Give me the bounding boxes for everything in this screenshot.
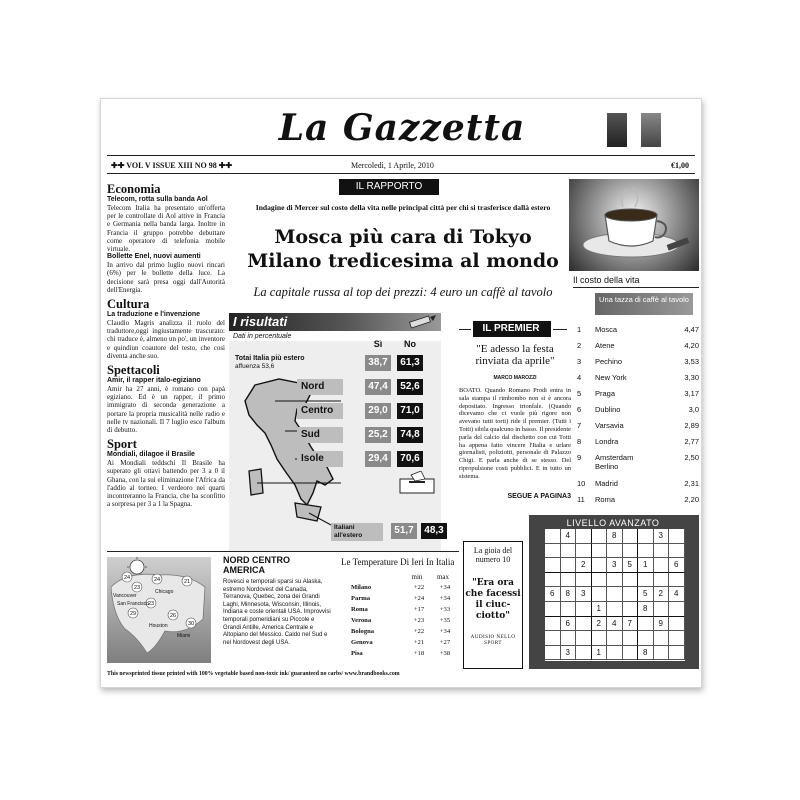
article-subhead: Bollette Enel, nuovi aumenti (107, 253, 201, 261)
photo-caption: Il costo della vita (573, 275, 640, 285)
map-city-label: Chicago (155, 589, 174, 595)
temp-min: +21 (413, 639, 425, 646)
ranking-row (577, 389, 701, 403)
sudoku-cell (576, 617, 592, 632)
sudoku-cell (545, 558, 561, 573)
headline-line-2: Milano tredicesima al mondo (247, 250, 559, 272)
tab-block-dark (607, 113, 627, 147)
ranking-row (577, 453, 701, 473)
temperatures-title: Le Temperature Di Ieri In Italia (341, 557, 455, 567)
ranking-row (577, 325, 701, 339)
temp-max: +27 (439, 639, 451, 646)
sudoku-title: LIVELLO AVANZATO (566, 518, 660, 528)
temp-row (351, 627, 461, 637)
region-no-value: 52,6 (397, 379, 423, 395)
temp-min: +24 (413, 595, 425, 602)
sudoku-cell (561, 631, 577, 646)
issue-date: Mercoledì, 1 Aprile, 2010 (351, 161, 434, 170)
temp-min: +17 (413, 606, 425, 613)
sudoku-cell (669, 602, 685, 617)
sudoku-cell (638, 544, 654, 559)
headline-kicker: Indagine di Mercer sul costo della vita nelle principal città per chi si trasferisce dallà estero (255, 203, 551, 212)
rank-city: Atene (595, 341, 615, 350)
ranking-row (577, 341, 701, 355)
rank-city: Londra (595, 437, 619, 446)
ranking-row (577, 373, 701, 387)
map-temp: 23 (147, 601, 155, 607)
region-label-centro: Centro (297, 403, 343, 419)
sudoku-cell (654, 544, 670, 559)
ranking-row (577, 495, 701, 509)
total-label-main: Totai Italia più estero (235, 355, 305, 362)
sudoku-cell (623, 573, 639, 588)
temp-city: Verona (351, 617, 372, 624)
sudoku-cell: 8 (638, 646, 654, 661)
sudoku-cell: 3 (576, 587, 592, 602)
map-temp: 29 (129, 611, 137, 617)
sudoku-cell (576, 529, 592, 544)
rank-city: Pechino (595, 357, 623, 366)
temp-row (351, 583, 461, 593)
sudoku-cell (623, 544, 639, 559)
ballot-box-icon (397, 471, 437, 495)
rank-number: 8 (577, 437, 582, 446)
sudoku-cell (638, 631, 654, 646)
sudoku-cell (623, 587, 639, 602)
article-subhead: Mondiali, dilagoe il Brasile (107, 451, 195, 459)
temp-row (351, 594, 461, 604)
sudoku-cell: 9 (654, 617, 670, 632)
sudoku-cell (607, 646, 623, 661)
temp-min: +18 (413, 650, 425, 657)
premier-segue: SEGUE A PAGINA3 (507, 493, 571, 500)
article-body: In arrivo dal primo luglio nuovi rincari (6%) per le bollette della luce. La decisione sarà presa oggi dall'Autorità dell'Energia. (107, 261, 225, 294)
sudoku-cell (623, 646, 639, 661)
map-city-label: Miami (177, 633, 191, 639)
section-heading: Spettacoli (107, 363, 160, 378)
dateline (107, 159, 695, 173)
rank-price: 2,77 (684, 437, 699, 446)
nord-centro-heading: NORD CENTRO AMERICA (223, 555, 290, 575)
sudoku-cell: 3 (654, 529, 670, 544)
rank-number: 3 (577, 357, 582, 366)
article-subhead: Telecom, rotta sulla banda Aol (107, 196, 208, 203)
gioia-author: AUDISIO NELLO SPORT (470, 634, 516, 646)
sudoku-cell (576, 646, 592, 661)
region-label-sud: Sud (297, 427, 343, 443)
masthead-rule-bottom (107, 173, 695, 174)
sudoku-cell (607, 544, 623, 559)
temp-city: Milano (351, 584, 372, 591)
rank-price: 4,47 (684, 325, 699, 334)
weather-map (107, 557, 211, 663)
masthead-rule-top (107, 155, 695, 156)
section-heading: Sport (107, 437, 137, 452)
article-subhead: La traduzione e l'invenzione (107, 311, 201, 319)
sudoku-cell: 1 (638, 558, 654, 573)
volume-info: ✚✚ VOL V ISSUE XIII NO 98 ✚✚ (111, 161, 233, 170)
sudoku-cell (592, 558, 608, 573)
sudoku-cell (592, 573, 608, 588)
temp-row (351, 649, 461, 659)
rank-price: 4,20 (684, 341, 699, 350)
article-body: Ai Mondiali teddschi Il Brasile ha superato gli ottavi battendo per 3 a 0 il Ghana, con la sui eliminazione l'Africa da l'addio al torneo. I verdeoro nei quarti incontreranno la Francia, che ha sconfitto a sorpresa per 3 a 1 la Spagna. (107, 459, 225, 509)
rank-city: Praga (595, 389, 616, 398)
sudoku-cell (654, 558, 670, 573)
region-label-isole: Isole (297, 451, 343, 467)
weather-map-icon (107, 557, 211, 663)
sudoku-cell (669, 631, 685, 646)
sudoku-cell: 2 (654, 587, 670, 602)
rank-city: Mosca (595, 325, 618, 334)
sudoku-cell (638, 529, 654, 544)
sudoku-cell (561, 573, 577, 588)
sudoku-cell: 8 (561, 587, 577, 602)
ranking-row (577, 479, 701, 493)
gioia-box (463, 541, 523, 669)
column-head-si: Sì (373, 339, 383, 349)
temp-city: Genova (351, 639, 373, 646)
map-city-label: San Francisco (117, 601, 149, 607)
sudoku-cell (623, 529, 639, 544)
sudoku-cell (669, 573, 685, 588)
rank-number: 1 (577, 325, 582, 334)
map-temp: 21 (183, 579, 191, 585)
rank-number: 10 (577, 479, 586, 488)
sudoku-cell (561, 558, 577, 573)
sudoku-cell: 7 (623, 617, 639, 632)
sudoku-cell: 2 (592, 617, 608, 632)
section-heading: Cultura (107, 297, 150, 312)
region-si-value: 25,2 (365, 427, 391, 443)
sudoku-cell (592, 631, 608, 646)
sudoku-cell: 6 (545, 587, 561, 602)
coffee-cup-icon (569, 179, 699, 271)
sudoku-cell (654, 646, 670, 661)
sudoku-cell (576, 544, 592, 559)
estero-no-value: 48,3 (421, 523, 447, 539)
rank-city: Dublino (595, 405, 621, 414)
region-si-value: 29,4 (365, 451, 391, 467)
total-label (235, 355, 305, 371)
sudoku-cell: 8 (638, 602, 654, 617)
temp-min: +22 (413, 584, 425, 591)
sudoku-cell: 5 (623, 558, 639, 573)
region-no-value: 70,6 (397, 451, 423, 467)
rank-number: 7 (577, 421, 582, 430)
masthead-title: La Gazzetta (278, 107, 526, 149)
article-body: Amir ha 27 anni, è romano con papà egiziano. Ed è un rapper, il primo immigrato di seconda generazione a portare la propria musicalità nelle radio e nelle tv nazionali. Il 7 luglio esce l'album di debutto. (107, 385, 225, 435)
sudoku-cell (607, 573, 623, 588)
rank-city: Amsterdam Berlino (595, 453, 634, 471)
sudoku-cell (623, 631, 639, 646)
tab-block-grey (641, 113, 661, 147)
rank-city: Varsavia (595, 421, 624, 430)
risultati-subtitle: Dati in percentuale (233, 333, 292, 340)
footer-note: This newsprinted tissue printed with 100% vegetable based non-toxic ink/ guaranteed no carbs/ www.brandbooks.com (107, 671, 400, 677)
ranking-row (577, 405, 701, 419)
premier-quote: "E adesso la festa rinviata da aprile" (475, 343, 555, 367)
left-column (107, 179, 225, 508)
issue-price: €1,00 (671, 161, 689, 170)
sudoku-cell: 6 (561, 617, 577, 632)
risultati-title: I risultati (233, 314, 288, 329)
gioia-title: La gioia del numero 10 (473, 546, 513, 564)
article-body: Claudio Magris analizza il ruolo del traduttore,oggi ingiustamente trascurato: chi traduce è, almeno un po', un inventore e quindiun coautore del testo, che così diventa anche suo. (107, 319, 225, 360)
sudoku-cell (545, 631, 561, 646)
sudoku-cell (654, 573, 670, 588)
rank-number: 2 (577, 341, 582, 350)
temp-max: +35 (439, 617, 451, 624)
estero-label: Italiani all'estero (331, 523, 383, 541)
sudoku-cell (669, 544, 685, 559)
sudoku-cell: 1 (592, 602, 608, 617)
column-head-no: No (404, 339, 416, 349)
newspaper-sheet (100, 98, 702, 688)
sudoku-cell (576, 573, 592, 588)
rank-price: 3,30 (684, 373, 699, 382)
sudoku-cell: 6 (669, 558, 685, 573)
rank-price: 2,20 (684, 495, 699, 504)
rank-price: 3,53 (684, 357, 699, 366)
article-subhead: Amir, il rapper italo-egiziano (107, 377, 201, 385)
map-temp: 24 (153, 577, 161, 583)
masthead-tabs (607, 113, 661, 147)
map-city-label: Houston (149, 623, 168, 629)
sudoku-cell (592, 529, 608, 544)
temp-min: +22 (413, 628, 425, 635)
sudoku-cell: 5 (638, 587, 654, 602)
temp-city: Bologna (351, 628, 375, 635)
sudoku-cell (638, 573, 654, 588)
sudoku-cell (545, 529, 561, 544)
rank-number: 9 (577, 453, 582, 462)
headline-line-1: Mosca più cara di Tokyo (274, 226, 532, 248)
ranking-row (577, 357, 701, 371)
sudoku-cell (607, 587, 623, 602)
estero-si-value: 51,7 (391, 523, 417, 539)
sudoku-cell (607, 631, 623, 646)
rank-price: 3,17 (684, 389, 699, 398)
sudoku-cell (669, 529, 685, 544)
pencil-icon (407, 315, 437, 329)
sudoku-cell (654, 602, 670, 617)
sudoku-cell (545, 544, 561, 559)
section-label-rapporto: IL RAPPORTO (339, 179, 439, 195)
region-label-nord: Nord (297, 379, 343, 395)
temp-row (351, 616, 461, 626)
rank-city: Madrid (595, 479, 618, 488)
sudoku-cell (638, 617, 654, 632)
temp-city: Pisa (351, 650, 363, 657)
temp-min-head: min (411, 573, 423, 581)
section-economia (107, 182, 225, 294)
rank-city: New York (595, 373, 627, 382)
temp-row (351, 638, 461, 648)
coffee-cup-photo (569, 179, 699, 271)
sudoku-cell (545, 602, 561, 617)
region-si-value: 47,4 (365, 379, 391, 395)
map-city-label: Vancouver (113, 593, 137, 599)
sudoku-cell (669, 646, 685, 661)
nord-centro-body: Rovesci e temporali sparsi su Alaska, estremo Nordovest del Canada, Terranova, Quebec, zona dei Grandi Laghi, Minnesota, Wisconsin, Illinois, Indiana e coste orientali USA. Improvvisi temporali pomeridiani su Piccole e Grandi Antille, America Centrale e Altopiano del Messico. Caldo nel Sud e nel Nordovest degli USA. (223, 579, 331, 646)
temp-city: Parma (351, 595, 371, 602)
sudoku-cell: 4 (607, 617, 623, 632)
sudoku-cell (545, 617, 561, 632)
rank-price: 2,50 (684, 453, 699, 462)
map-temp: 23 (133, 585, 141, 591)
rank-price: 2,89 (684, 421, 699, 430)
ranking-row (577, 421, 701, 435)
sudoku-cell (561, 602, 577, 617)
sudoku-cell (545, 646, 561, 661)
temp-city: Roma (351, 606, 368, 613)
sudoku-cell: 1 (592, 646, 608, 661)
sudoku-cell (592, 544, 608, 559)
sudoku-cell: 3 (561, 646, 577, 661)
temp-max: +34 (439, 628, 451, 635)
premier-label: IL PREMIER (482, 323, 540, 334)
sudoku-cell: 4 (669, 587, 685, 602)
sudoku-cell (576, 631, 592, 646)
map-temp: 30 (187, 621, 195, 627)
rank-number: 6 (577, 405, 582, 414)
region-no-value: 71,0 (397, 403, 423, 419)
headline-deck: La capitale russa al top dei prezzi: 4 euro un caffè al tavolo (253, 285, 553, 299)
section-sport (107, 437, 225, 508)
rank-number: 11 (577, 495, 585, 504)
total-si-value: 38,7 (365, 355, 391, 371)
sudoku-cell (623, 602, 639, 617)
section-cultura (107, 297, 225, 360)
total-no-value: 61,3 (397, 355, 423, 371)
sudoku-grid (545, 529, 685, 661)
region-si-value: 29,0 (365, 403, 391, 419)
main-headline (225, 225, 581, 273)
temp-row (351, 605, 461, 615)
section-spettacoli (107, 363, 225, 434)
rank-number: 5 (577, 389, 582, 398)
sudoku-cell: 2 (576, 558, 592, 573)
temp-max: +34 (439, 595, 451, 602)
sudoku-cell (545, 573, 561, 588)
temp-max-head: max (436, 573, 450, 581)
temp-min: +23 (413, 617, 425, 624)
bottom-section-rule (107, 551, 459, 552)
article-body: Telecom Italia ha presentato un'offerta per le controllate di Aol attive in Francia e Germania nella banda larga. Inoltre in Francia il gruppo potrebbe debuttare come operatore di telefonia mobile virtuale. (107, 204, 225, 254)
rank-number: 4 (577, 373, 582, 382)
sudoku-cell: 8 (607, 529, 623, 544)
region-no-value: 74,8 (397, 427, 423, 443)
total-label-sub: affuenza 53,6 (235, 363, 275, 370)
sudoku-cell (654, 631, 670, 646)
sudoku-cell: 3 (607, 558, 623, 573)
temp-max: +33 (439, 606, 451, 613)
rank-price: 3,0 (688, 405, 699, 414)
temp-max: +38 (439, 650, 451, 657)
temp-max: +34 (439, 584, 451, 591)
gioia-quote: "Era ora che facessi il ciuc-ciotto" (465, 578, 521, 621)
sudoku-cell (592, 587, 608, 602)
map-temp: 24 (123, 575, 131, 581)
premier-byline: MARCO MAROZZI (493, 375, 537, 381)
sudoku-cell (607, 602, 623, 617)
photo-caption-rule (573, 287, 699, 288)
sudoku-cell (561, 544, 577, 559)
rank-price: 2,31 (684, 479, 699, 488)
premier-body: BOATO. Quando Romano Prodi entra in sala stampa il rimbombo non si è ancora depositato. Ingresso trionfale. (Quando dicevamo che ci vuole più rigore non avevano tutti torti) ride il premier. (Tutti i Totti) sibila qualcuno in basso. Il presidente parla del calcio dal dischetto con cui Totti ha appena fatto vincere l'Italia e urlare giornalisti, poliziotti, personale di Palazzo Chigi. E parla anche di se stesso. Del ripropulsione costi pubblici. E in tutto un sistema. (459, 387, 571, 480)
ranking-row (577, 437, 701, 451)
map-temp: 26 (169, 613, 177, 619)
sudoku-cell: 4 (561, 529, 577, 544)
sudoku-cell (669, 617, 685, 632)
ranking-header: Una tazza di caffè al tavolo (595, 293, 693, 315)
rank-city: Roma (595, 495, 616, 504)
section-heading: Economia (107, 182, 161, 196)
sudoku-cell (576, 602, 592, 617)
